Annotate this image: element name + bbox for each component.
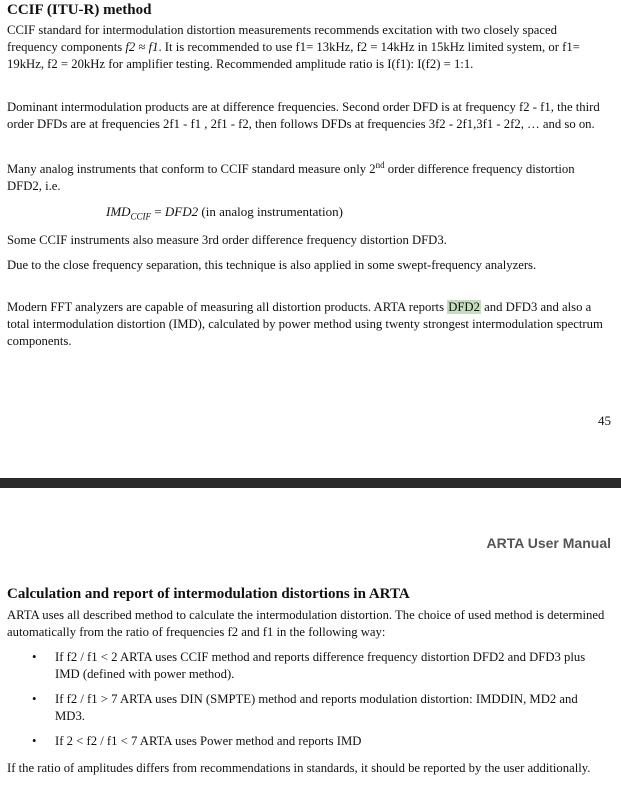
paragraph-ccif-intro: CCIF standard for intermodulation distortion measurements recommends excitation with two closely spaced frequency components f2 ≈ f1. It is recommended to use f1= 13kHz, f2 = 14kHz in 15kHz limited system, or f1= 19kHz, f2 = 20kHz for amplifier testing. Recommended amplitude ratio is I(f1): I(f2) = 1:1. <box>7 23 580 71</box>
list-item: • If f2 / f1 > 7 ARTA uses DIN (SMPTE) method and reports modulation distortion: IMDDIN, MD2 and MD3. <box>32 692 578 723</box>
highlighted-term: DFD2 <box>448 300 480 314</box>
bullet: • <box>32 692 37 706</box>
paragraph-amplitude-note: If the ratio of amplitudes differs from recommendations in standards, it should be reported by the user additionally. <box>7 761 591 775</box>
bullet: • <box>32 650 37 664</box>
page-separator <box>0 478 621 488</box>
page-number: 45 <box>598 413 611 428</box>
paragraph-swept-frequency: Due to the close frequency separation, this technique is also applied in some swept-frequency analyzers. <box>7 258 537 272</box>
list-item: • If f2 / f1 < 2 ARTA uses CCIF method and reports difference frequency distortion DFD2 and DFD3 plus IMD (defined with power method). <box>32 650 586 681</box>
section-heading-ccif: CCIF (ITU-R) method <box>7 2 152 18</box>
paragraph-analog-instruments: Many analog instruments that conform to CCIF standard measure only 2nd order difference frequency distortion DFD2, i.e. <box>7 160 575 194</box>
paragraph-dfd3: Some CCIF instruments also measure 3rd order difference frequency distortion DFD3. <box>7 233 447 247</box>
paragraph-fft-analyzers: Modern FFT analyzers are capable of measuring all distortion products. ARTA reports DFD2 and DFD3 and also a total intermodulation distortion (IMD), calculated by power method using twenty strongest intermodulation spectrum components. <box>7 300 603 348</box>
paragraph-arta-intro: ARTA uses all described method to calculate the intermodulation distortion. The choice of used method is determined automatically from the ratio of frequencies f2 and f1 in the following way: <box>7 608 605 639</box>
manual-page-46 <box>0 488 621 798</box>
paragraph-dfd-products: Dominant intermodulation products are at difference frequencies. Second order DFD is at frequency f2 - f1, the third order DFDs are at frequencies 2f1 - f1 , 2f1 - f2, then follows DFDs at frequencies 3f2 - 2f1,3f1 - 2f2, … and so on. <box>7 100 600 131</box>
section-heading-calculation: Calculation and report of intermodulation distortions in ARTA <box>7 586 410 602</box>
running-header: ARTA User Manual <box>486 535 611 551</box>
bullet: • <box>32 734 37 748</box>
formula-imd-ccif: $IMD_{CCIF} = DFD2$ (in analog instrumentation) <box>106 204 343 222</box>
method-list <box>0 649 609 758</box>
list-item: • If 2 < f2 / f1 < 7 ARTA uses Power method and reports IMD <box>32 734 362 748</box>
